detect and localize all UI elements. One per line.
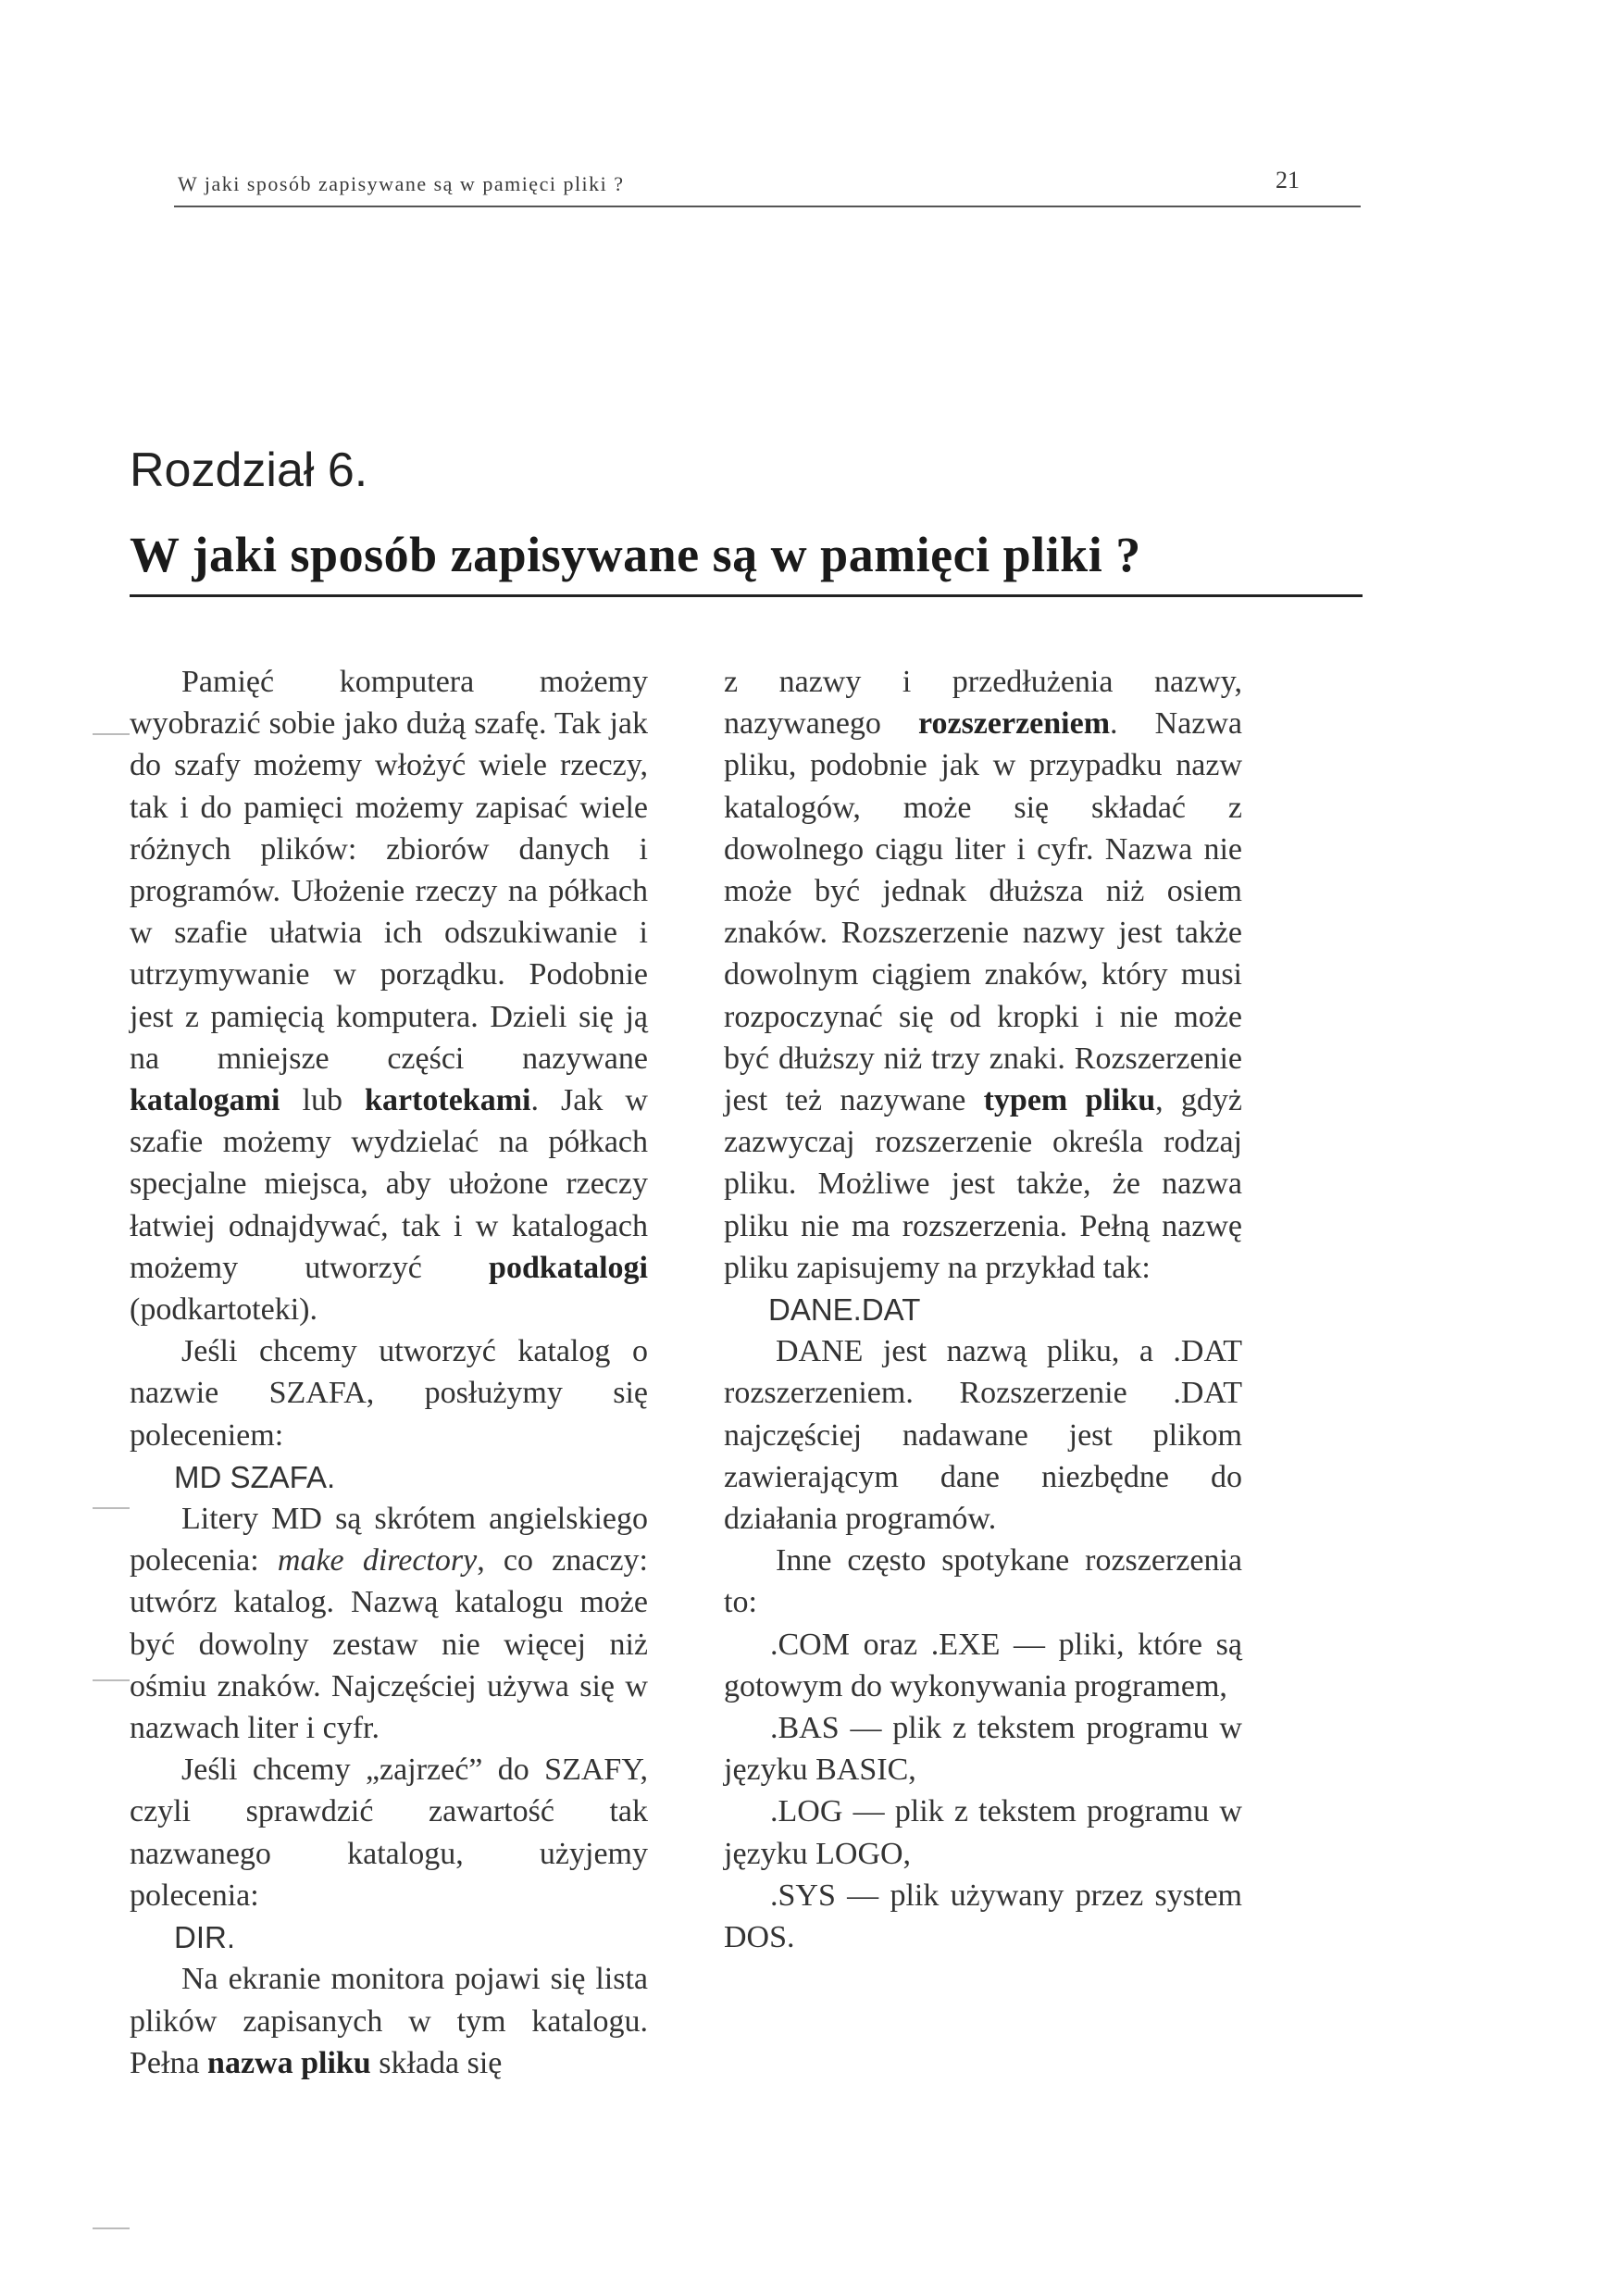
- left-column: [130, 661, 648, 2084]
- bold-term: nazwa pliku: [207, 2045, 371, 2080]
- scan-margin-mark: [93, 1679, 130, 1681]
- paragraph: Inne często spotykane rozszerzenia to:: [724, 1543, 1242, 1620]
- text: . Jak w szafie możemy wydzielać na półkach specjalne miejsca, aby ułożone rzeczy łatwiej odnajdywać, tak i w katalogach możemy utworzyć: [130, 1083, 648, 1285]
- text: składa się: [370, 2045, 503, 2080]
- command-example: MD SZAFA.: [174, 1459, 336, 1494]
- list-item: .COM oraz .EXE — pliki, które są gotowym do wykonywania programem,: [724, 1627, 1242, 1703]
- bold-term: katalogami: [130, 1083, 280, 1118]
- text: . Nazwa pliku, podobnie jak w przypadku nazw katalogów, może się składać z dowolnego ciągu liter i cyfr. Nazwa nie może być jednak dłuższa niż osiem znaków. Rozszerzenie nazwy jest także dowolnym ciągiem znaków, który musi rozpoczynać się od kropki i nie może być dłuższy niż trzy znaki. Rozszerzenie jest też nazywane: [724, 706, 1242, 1118]
- paragraph: DANE jest nazwą pliku, a .DAT rozszerzeniem. Rozszerzenie .DAT najczęściej nadawane jest plikom zawierającym dane niezbędne do działania programów.: [724, 1334, 1242, 1537]
- right-column: [724, 661, 1242, 1958]
- paragraph: Jeśli chcemy „zajrzeć” do SZAFY, czyli sprawdzić zawartość tak nazwanego katalogu, użyjemy polecenia:: [130, 1753, 648, 1913]
- scan-margin-mark: [93, 2227, 130, 2229]
- scan-margin-mark: [93, 1507, 130, 1509]
- header-rule: [174, 206, 1361, 207]
- text: Na ekranie monitora pojawi się lista plików zapisanych w tym katalogu. Pełna: [130, 1962, 648, 2080]
- page-number: 21: [1276, 167, 1300, 193]
- paragraph: Jeśli chcemy utworzyć katalog o nazwie SZAFA, posłużymy się poleceniem:: [130, 1334, 648, 1453]
- title-rule: [130, 594, 1363, 597]
- text: Pamięć komputera możemy wyobrazić sobie jako dużą szafę. Tak jak do szafy możemy włożyć wiele rzeczy, tak i do pamięci możemy zapisać wiele różnych plików: zbiorów danych i programów. Ułożenie rzeczy na półkach w szafie ułatwia ich odszukiwanie i utrzymywanie w porządku. Podobnie jest z pamięcią komputera. Dzieli się ją na mniejsze części nazywane: [130, 665, 648, 1076]
- list-item: .BAS — plik z tekstem programu w języku BASIC,: [724, 1711, 1242, 1788]
- bold-term: kartotekami: [365, 1083, 531, 1118]
- chapter-label: Rozdział 6.: [130, 443, 368, 497]
- paragraph: [724, 661, 1242, 1289]
- text: (podkartoteki).: [130, 1292, 317, 1328]
- chapter-title: W jaki sposób zapisywane są w pamięci pliki ?: [130, 527, 1141, 582]
- paragraph: [130, 661, 648, 1330]
- text: z nazwy i przedłużenia nazwy, nazywanego: [724, 665, 1242, 742]
- paragraph: [130, 1958, 648, 2084]
- bold-term: rozszerzeniem: [918, 706, 1111, 742]
- command-example: DIR.: [174, 1920, 235, 1955]
- paragraph: [130, 1498, 648, 1749]
- text: , gdyż zazwyczaj rozszerzenie określa rodzaj pliku. Możliwe jest także, że nazwa pliku nie ma rozszerzenia. Pełną nazwę pliku zapisujemy na przykład tak:: [724, 1083, 1243, 1285]
- list-item: .SYS — plik używany przez system DOS.: [724, 1878, 1242, 1955]
- list-item: .LOG — plik z tekstem programu w języku LOGO,: [724, 1794, 1242, 1871]
- bold-term: typem pliku: [983, 1083, 1156, 1118]
- bold-term: podkatalogi: [489, 1250, 648, 1285]
- scan-margin-mark: [93, 733, 130, 735]
- running-head: W jaki sposób zapisywane są w pamięci pliki ?: [178, 172, 625, 195]
- text: , co znaczy: utwórz katalog. Nazwą katalogu może być dowolny zestaw nie więcej niż ośmiu znaków. Najczęściej używa się w nazwach liter i cyfr.: [130, 1543, 648, 1746]
- text: lub: [280, 1083, 366, 1118]
- italic-term: make directory: [277, 1543, 478, 1578]
- text: Litery MD są skrótem angielskiego polecenia:: [130, 1502, 648, 1578]
- command-example: DANE.DAT: [768, 1292, 921, 1328]
